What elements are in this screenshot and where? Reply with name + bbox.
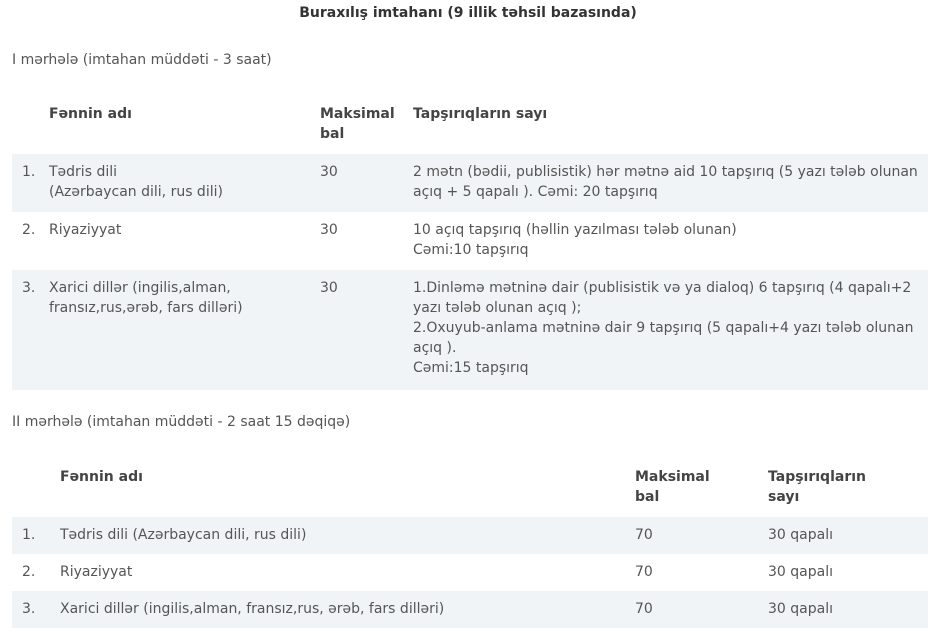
row-score: 70 bbox=[635, 517, 768, 554]
row-subject: Xarici dillər (ingilis,alman, fransız,rus, ərəb, fars dilləri) bbox=[60, 591, 635, 628]
stage-1-heading: I mərhələ (imtahan müddəti - 3 saat) bbox=[12, 52, 272, 68]
header-max-score: Maksimal bal bbox=[320, 106, 395, 142]
row-number: 2. bbox=[22, 564, 36, 580]
row-subject: Tədris dili (Azərbaycan dili, rus dili) bbox=[49, 154, 320, 212]
header-num-cell bbox=[12, 104, 49, 154]
row-tasks: 30 qapalı bbox=[768, 517, 928, 554]
row-number: 2. bbox=[22, 222, 36, 238]
row-tasks: 2 mətn (bədii, publisistik) hər mətnə aid 10 tapşırıq (5 yazı tələb olunan açıq + 5 qapalı ). Cəmi: 20 tapşırıq bbox=[413, 154, 928, 212]
table-header-row bbox=[12, 104, 928, 154]
table-row bbox=[12, 591, 928, 628]
row-score: 70 bbox=[635, 591, 768, 628]
row-score: 30 bbox=[320, 154, 413, 212]
row-number: 1. bbox=[12, 154, 49, 212]
header-subject: Fənnin adı bbox=[49, 106, 132, 122]
row-number: 1. bbox=[12, 517, 60, 554]
stage-2-heading: II mərhələ (imtahan müddəti - 2 saat 15 dəqiqə) bbox=[12, 414, 351, 430]
header-subject: Fənnin adı bbox=[60, 469, 143, 485]
stage-1-table bbox=[12, 104, 928, 390]
row-subject: Riyaziyyat bbox=[60, 564, 133, 580]
row-score: 70 bbox=[635, 564, 653, 580]
stage-2-table bbox=[12, 467, 928, 628]
row-subject: Riyaziyyat bbox=[49, 222, 122, 238]
row-subject: Xarici dillər (ingilis,alman, fransız,rus,ərəb, fars dilləri) bbox=[49, 270, 320, 390]
row-tasks: 10 açıq tapşırıq (həllin yazılması tələb olunan) Cəmi:10 tapşırıq bbox=[413, 222, 737, 258]
table-row bbox=[12, 517, 928, 554]
table-header-row bbox=[12, 467, 928, 517]
header-task-count: Tapşırıqların sayı bbox=[413, 106, 548, 122]
page-title: Buraxılış imtahanı (9 illik təhsil bazasında) bbox=[299, 5, 637, 21]
header-max-score: Maksimal bal bbox=[635, 469, 710, 505]
header-num-cell bbox=[12, 467, 60, 517]
row-tasks: 30 qapalı bbox=[768, 564, 833, 580]
header-task-count: Tapşırıqların sayı bbox=[768, 469, 866, 505]
row-tasks: 1.Dinləmə mətninə dair (publisistik və ya dialoq) 6 tapşırıq (4 qapalı+2 yazı tələb olunan açıq ); 2.Oxuyub-anlama mətninə dair 9 tapşırıq (5 qapalı+4 yazı tələb olunan açıq ). Cəmi:15 tapşırıq bbox=[413, 270, 928, 390]
row-number: 3. bbox=[12, 591, 60, 628]
table-row bbox=[12, 212, 928, 270]
row-score: 30 bbox=[320, 270, 413, 390]
row-score: 30 bbox=[320, 222, 338, 238]
row-subject: Tədris dili (Azərbaycan dili, rus dili) bbox=[60, 517, 635, 554]
table-row bbox=[12, 270, 928, 390]
row-tasks: 30 qapalı bbox=[768, 591, 928, 628]
table-row bbox=[12, 154, 928, 212]
row-number: 3. bbox=[12, 270, 49, 390]
table-row bbox=[12, 554, 928, 591]
